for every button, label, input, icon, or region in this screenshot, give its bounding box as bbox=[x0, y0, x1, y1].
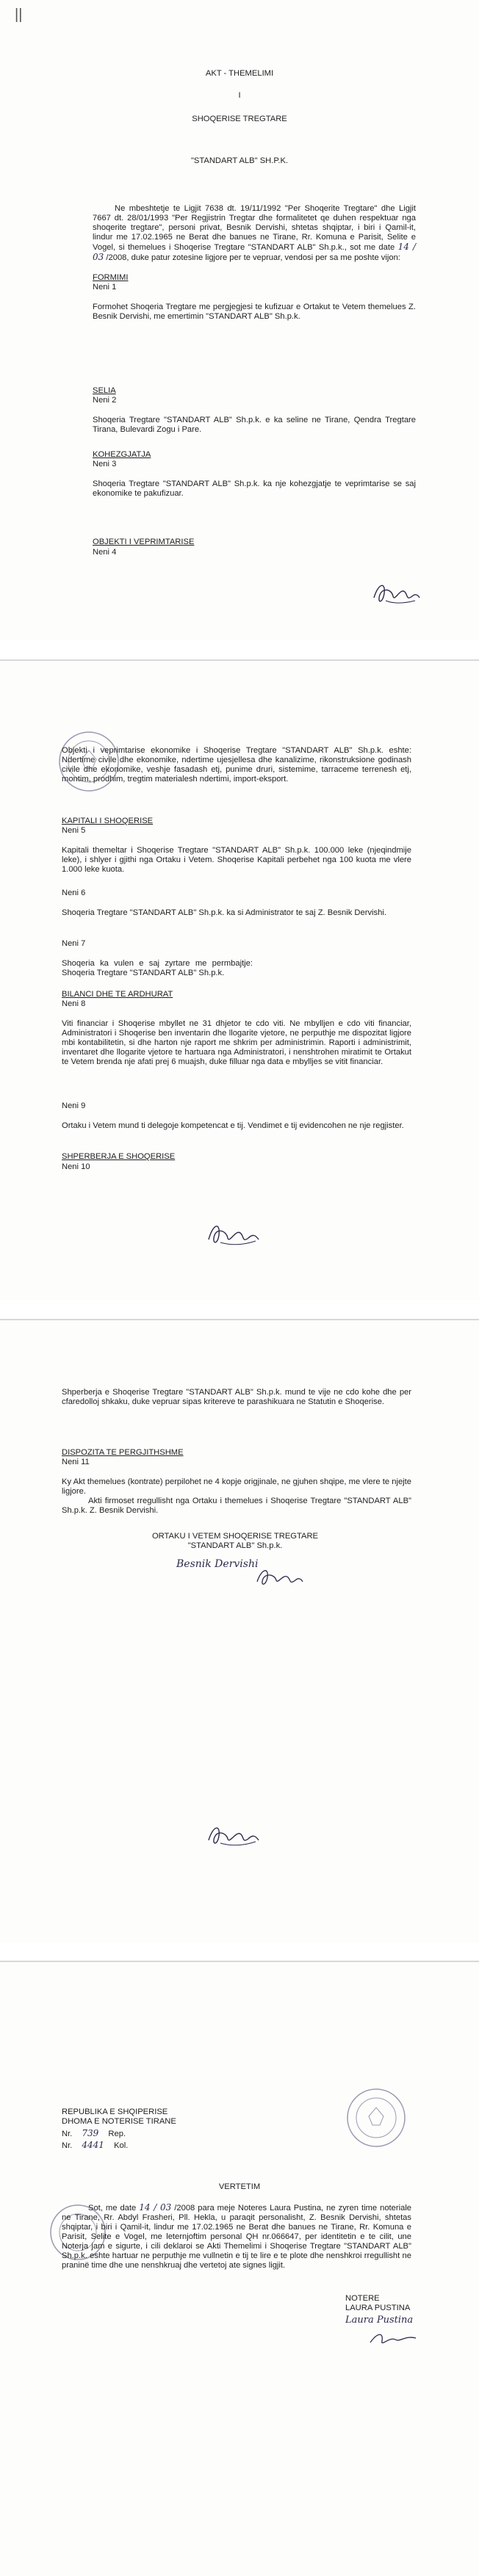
document-title: AKT - THEMELIMI bbox=[205, 69, 274, 78]
article-number: Neni 5 bbox=[62, 826, 86, 835]
article-number: Neni 7 bbox=[62, 939, 86, 948]
article-text: Shperberja e Shoqerise Tregtare "STANDART ALB" Sh.p.k. mund te vije ne cdo kohe dhe per cfaredolloj shkaku, duke vepruar sipas kritereve te parashikuara ne Statutin e Shoqerise. bbox=[62, 1388, 411, 1406]
shareholder-company: "STANDART ALB" Sh.p.k. bbox=[187, 1541, 283, 1550]
certification-date-handwritten: 14 / 03 bbox=[139, 2202, 172, 2213]
article-number: Neni 1 bbox=[93, 283, 117, 292]
section-heading-kohezgjatja: KOHEZGJATJA bbox=[93, 450, 151, 459]
article-text: Objekti i veprimtarise ekonomike i Shoqerise Tregtare "STANDART ALB" Sh.p.k. eshte: Ndertime civile dhe ekonomike, ndertime ujesjellesa dhe kanalizime, rikonstruksione godinash civile dhe ekonomike, veshje fasadash etj, punime druri, sistemime, tarraceme terrenesh etj, montim, prodhim, tregtim materialesh ndertimi, import-eksport. bbox=[62, 746, 411, 784]
shareholder-signature: Besnik Dervishi bbox=[176, 1558, 259, 1570]
section-heading-kapitali: KAPITALI I SHOQERISE bbox=[62, 817, 154, 825]
volume-number-handwritten: 4441 bbox=[82, 2140, 104, 2150]
article-number: Neni 6 bbox=[62, 889, 86, 897]
document-page-1 bbox=[0, 0, 479, 640]
register-number-handwritten: 739 bbox=[82, 2128, 99, 2138]
company-name: "STANDART ALB" SH.P.K. bbox=[190, 156, 289, 165]
section-heading-formimi: FORMIMI bbox=[93, 273, 129, 282]
section-heading-dispozita: DISPOZITA TE PERGJITHSHME bbox=[62, 1448, 184, 1457]
article-text: Shoqeria Tregtare "STANDART ALB" Sh.p.k. ka si Administrator te saj Z. Besnik Dervishi. bbox=[62, 908, 386, 917]
document-page-2 bbox=[0, 659, 479, 1300]
notary-seal-stamp bbox=[345, 2087, 407, 2149]
article-text: Shoqeria Tregtare "STANDART ALB" Sh.p.k. e ka seline ne Tirane, Qendra Tregtare Tirana, Bulevardi Zogu i Pare. bbox=[93, 416, 416, 434]
section-heading-bilanci: BILANCI DHE TE ARDHURAT bbox=[62, 990, 173, 999]
article-number: Neni 11 bbox=[62, 1458, 90, 1466]
initials-signature bbox=[204, 1219, 263, 1250]
article-number: Neni 3 bbox=[93, 460, 117, 468]
notary-name: LAURA PUSTINA bbox=[345, 2304, 411, 2312]
document-page-3 bbox=[0, 1319, 479, 1943]
article-number: Neni 8 bbox=[62, 999, 86, 1008]
notary-signature-flourish bbox=[367, 2329, 419, 2350]
notary-signature: Laura Pustina bbox=[345, 2315, 414, 2326]
article-text: Akti firmoset rregullisht nga Ortaku i themelues i Shoqerise Tregtare "STANDART ALB" Sh.p.k. Z. Besnik Dervishi. bbox=[62, 1497, 411, 1515]
initials-signature bbox=[371, 579, 422, 608]
article-number: Neni 10 bbox=[62, 1162, 90, 1171]
document-title-line-2: I bbox=[238, 91, 241, 100]
register-number-row: Nr. 739 Rep. bbox=[62, 2128, 126, 2138]
article-text: Shoqeria ka vulen e saj zyrtare me permbajtje: Shoqeria Tregtare "STANDART ALB" Sh.p.k. bbox=[62, 959, 253, 977]
initials-signature bbox=[254, 1564, 306, 1591]
issuer-country: REPUBLIKA E SHQIPERISE bbox=[62, 2108, 168, 2116]
article-text: Ky Akt themelues (kontrate) perpilohet ne 4 kopje origjinale, ne gjuhen shqipe, me vlere te njejte ligjore. bbox=[62, 1477, 411, 1496]
section-heading-shperberja: SHPERBERJA E SHOQERISE bbox=[62, 1152, 176, 1161]
article-text: Kapitali themeltar i Shoqerise Tregtare "STANDART ALB" Sh.p.k. 100.000 leke (njeqindmije leke), i shlyer i gjithi nga Ortaku i Vetem. Shoqerise Kapitali perbehet nga 100 kuota me vlere 1.000 leke kuota. bbox=[62, 846, 411, 874]
intro-paragraph: Ne mbeshtetje te Ligjit 7638 dt. 19/11/1992 "Per Shoqerite Tregtare" dhe Ligjit 7667 dt. 28/01/1993 "Per Regjistrin Tregtar dhe formalitetet qe duhen respektuar nga shoqerite tregtare", personi privat, Besnik Dervishi, shtetas shqiptar, i biri i Qamil-it, lindur me 17.02.1965 ne Berat dhe banues ne Tirane, Rr. Komuna e Parisit, Selite e Vogel, si themelues i Shoqerise Tregtare "STANDART ALB" Sh.p.k., sot me date 14 / 03 /2008, duke patur zotesine ligjore per te vepruar, vendosi per sa me poshte vijon: bbox=[93, 204, 416, 262]
shareholder-title: ORTAKU I VETEM SHOQERISE TREGTARE bbox=[151, 1532, 319, 1541]
article-text: Viti financiar i Shoqerise mbyllet ne 31 dhjetor te cdo viti. Ne mbylljen e cdo viti financiar, Administratori i Shoqerise ben inventarin dhe llogarite vjetore, ne perputhje me dispozitat ligjore mbi kontabilitetin, si dhe harton nje raport me shkrim per administrimin. Raporti i administrimit, inventaret dhe llogarite vjetore te hartuara nga Administratori, i nenshtrohen miratimit te Ortakut te Vetem brenda nje afati prej 6 muajsh, duke filluar nga data e mbylljes se vitit financiar. bbox=[62, 1019, 411, 1066]
volume-number-row: Nr. 4441 Kol. bbox=[62, 2140, 129, 2150]
document-page-4 bbox=[0, 1961, 479, 2576]
certification-text: Sot, me date 14 / 03 /2008 para meje Noteres Laura Pustina, ne zyren time noteriale ne Tirane, Rr. Abdyl Frasheri, Pll. Hekla, u paraqit personalisht, Z. Besnik Dervishi, shtetas shqiptar, i biri i Qamil-it, lindur me 17.02.1965 ne Berat dhe banues ne Tirane, Rr. Komuna e Parisit, Selite e Vogel, me leternjoftim personal QH nr.066647, per identitetin e te cilit, une Noterja jam e sigurte, i cili deklaroi se Akti Themelimi i Shoqerise Tregtare "STANDART ALB" Sh.p.k. eshte hartuar ne perputhje me vullnetin e tij te lire e te plote dhe nenshkroi rregullisht ne praninë time dhe une nenshkruaj dhe vertetoj ate signes ligjit. bbox=[62, 2202, 412, 2270]
document-title-line-3: SHOQERISE TREGTARE bbox=[192, 115, 287, 123]
article-text: Shoqeria Tregtare "STANDART ALB" Sh.p.k. ka nje kohezgjatje te veprimtarise se saj ekonomike te pakufizuar. bbox=[93, 480, 416, 498]
certification-heading: VERTETIM bbox=[218, 2182, 261, 2191]
article-text: Ortaku i Vetem mund ti delegoje kompetencat e tij. Vendimet e tij evidencohen ne nje regjister. bbox=[62, 1121, 404, 1130]
issuer-chamber: DHOMA E NOTERISE TIRANE bbox=[62, 2117, 176, 2126]
intro-date-handwritten: 14 / 03 bbox=[93, 242, 416, 262]
notary-label: NOTERE bbox=[345, 2294, 380, 2303]
article-number: Neni 2 bbox=[93, 396, 117, 405]
section-heading-selia: SELIA bbox=[93, 386, 116, 395]
article-text: Formohet Shoqeria Tregtare me pergjegjesi te kufizuar e Ortakut te Vetem themelues Z. Besnik Dervishi, me emertimin "STANDART ALB" Sh.p.k. bbox=[93, 303, 416, 321]
article-number: Neni 9 bbox=[62, 1101, 86, 1110]
section-heading-objekti: OBJEKTI I VEPRIMTARISE bbox=[93, 538, 195, 546]
initials-signature bbox=[204, 1821, 263, 1850]
margin-mark: || bbox=[15, 7, 23, 23]
article-number: Neni 4 bbox=[93, 548, 117, 557]
